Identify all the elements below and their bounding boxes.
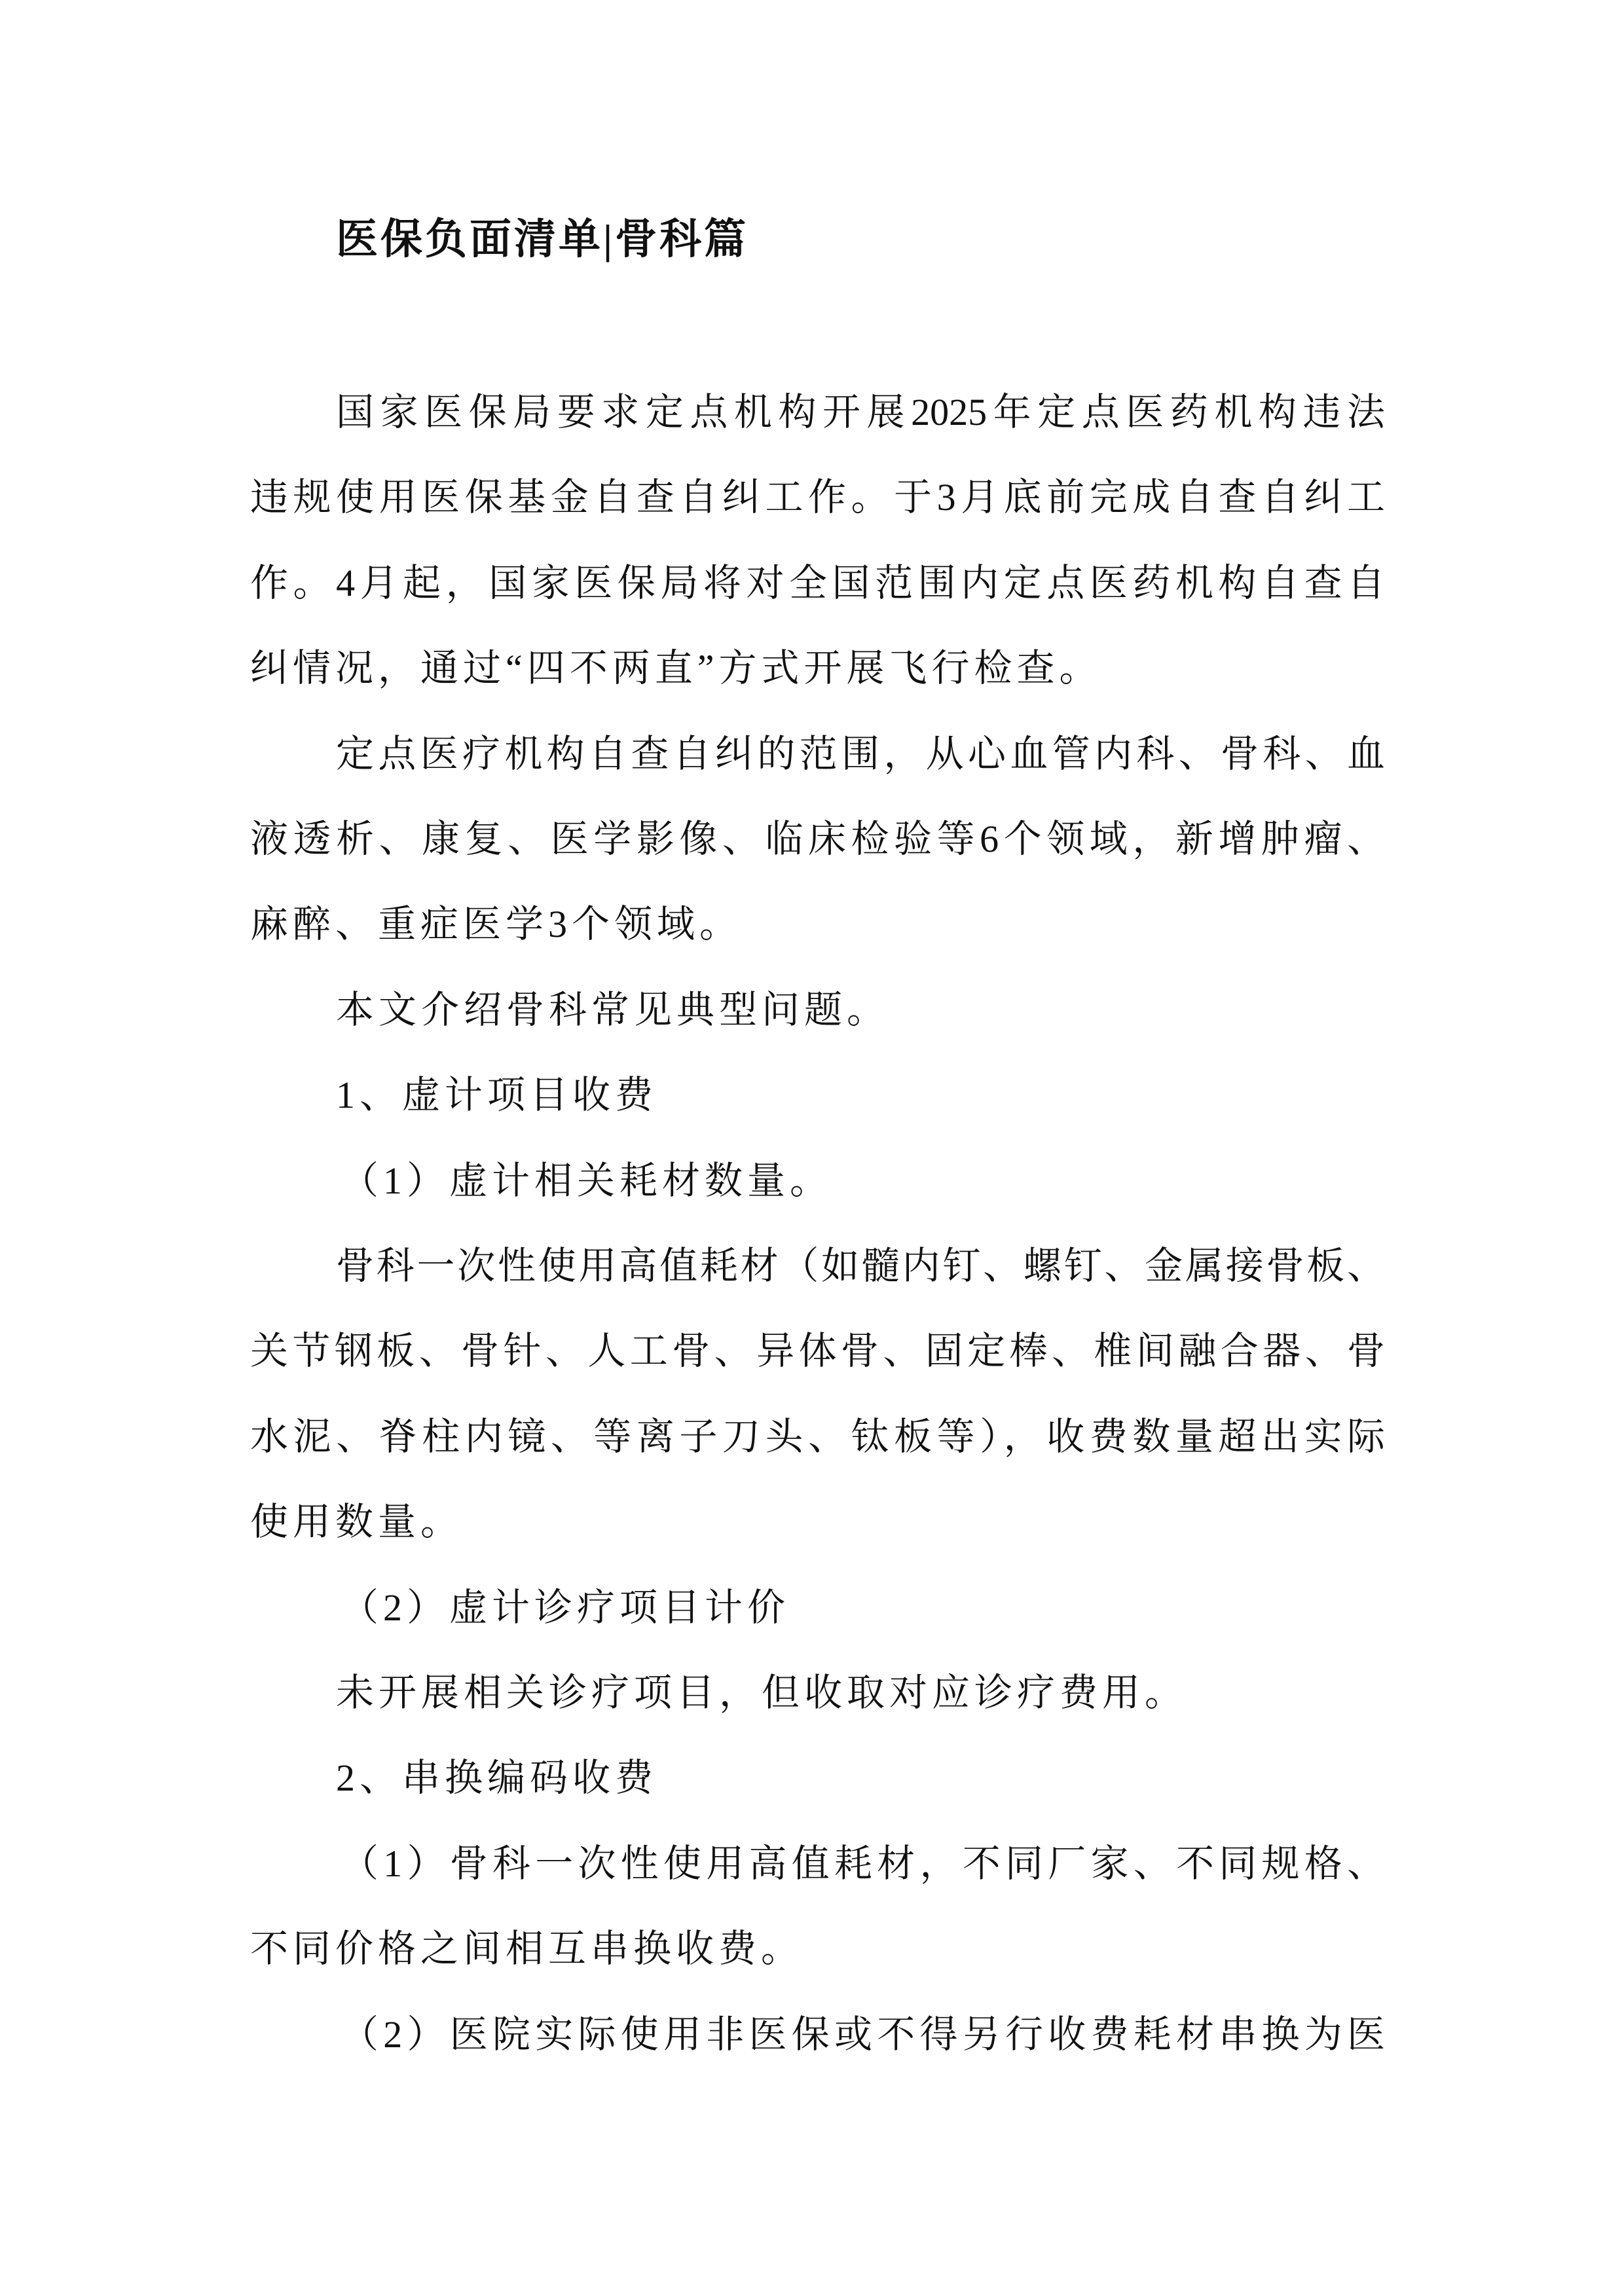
text-line: 1、虚计项目收费 — [336, 1074, 658, 1117]
text-line: 定点医疗机构自查自纠的范围，从心血管内科、骨科、血 — [336, 732, 1385, 775]
text-line: 麻醉、重症医学3个领域。 — [250, 903, 743, 946]
text-line: 不同价格之间相互串换收费。 — [250, 1927, 804, 1971]
text-line: （2）虚计诊疗项目计价 — [341, 1586, 790, 1629]
text-line: （1）骨科一次性使用高值耗材，不同厂家、不同规格、 — [341, 1842, 1385, 1885]
text-line: 国家医保局要求定点机构开展2025年定点医药机构违法 — [336, 391, 1385, 433]
text-line: 关节钢板、骨针、人工骨、异体骨、固定棒、椎间融合器、骨 — [250, 1330, 1385, 1373]
text-line: 液透析、康复、医学影像、临床检验等6个领域，新增肿瘤、 — [250, 818, 1385, 860]
text-line: 本文介绍骨科常见典型问题。 — [336, 988, 890, 1031]
text-line: 违规使用医保基金自查自纠工作。于3月底前完成自查自纠工 — [250, 476, 1385, 519]
text-line: 未开展相关诊疗项目，但收取对应诊疗费用。 — [336, 1671, 1188, 1714]
text-line: （2）医院实际使用非医保或不得另行收费耗材串换为医 — [341, 2013, 1385, 2056]
text-line: 水泥、脊柱内镜、等离子刀头、钛板等），收费数量超出实际 — [250, 1415, 1385, 1458]
text-line: 骨科一次性使用高值耗材（如髓内钉、螺钉、金属接骨板、 — [336, 1245, 1385, 1287]
text-line: 纠情况，通过“四不两直”方式开展飞行检查。 — [250, 647, 1102, 690]
document-title: 医保负面清单|骨科篇 — [336, 216, 749, 263]
text-line: 使用数量。 — [250, 1501, 464, 1544]
text-line: 2、串换编码收费 — [336, 1757, 658, 1800]
text-line: 作。4月起，国家医保局将对全国范围内定点医药机构自查自 — [250, 561, 1385, 604]
text-line: （1）虚计相关耗材数量。 — [341, 1159, 833, 1202]
